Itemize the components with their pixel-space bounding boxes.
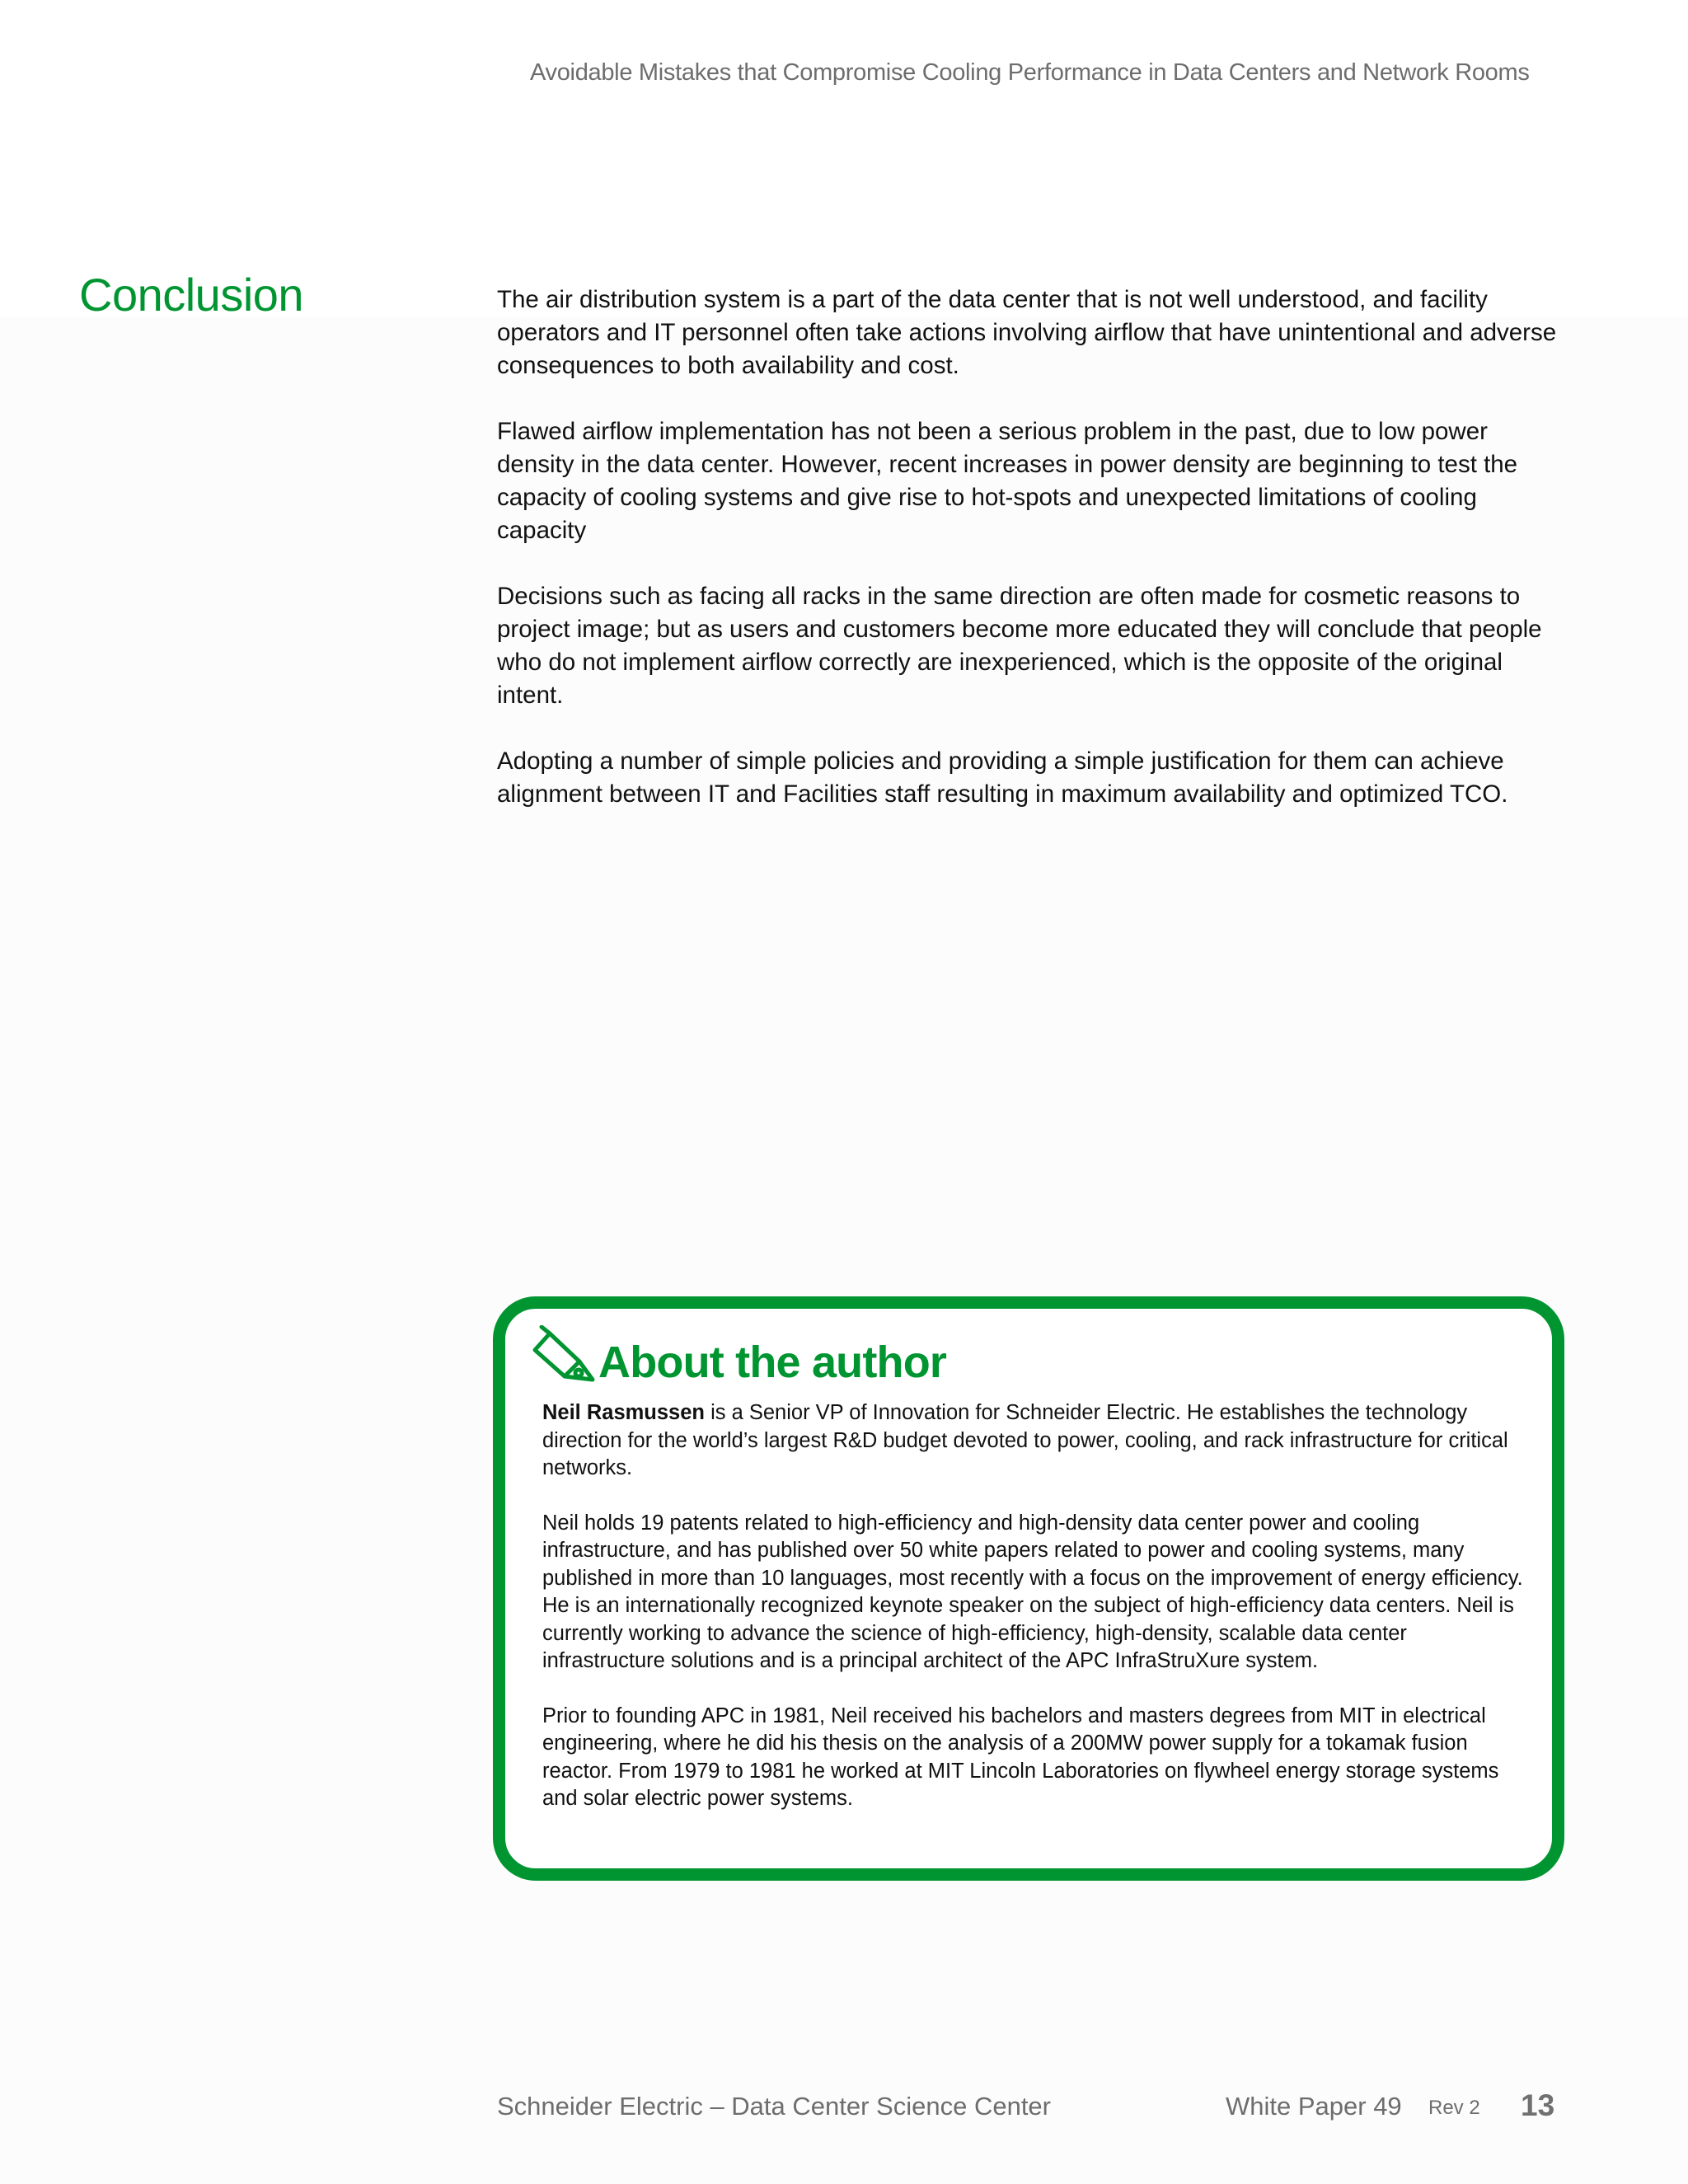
author-bio-paragraph [542,1399,1531,1483]
author-intro: is a Senior VP of Innovation for Schneider Electric. He establishes the technology direction for the world’s largest R&D budget devoted to power, cooling, and rack infrastructure for critical networks. [542,1401,1508,1479]
conclusion-paragraph: Decisions such as facing all racks in the same direction are often made for cosmetic reasons to project image; but as users and customers become more educated they will conclude that people who do not implement airflow correctly are inexperienced, which is the opposite of the original intent. [497,583,1542,709]
footer-page-number: 13 [1521,2088,1555,2122]
pen-nib-icon [532,1325,599,1383]
about-author-box [493,1296,1564,1881]
author-name: Neil Rasmussen [542,1401,706,1424]
footer-revision: Rev 2 [1428,2097,1480,2119]
running-header: Avoidable Mistakes that Compromise Cooling Performance in Data Centers and Network Rooms [530,59,1530,86]
author-bio [542,1399,1531,1840]
conclusion-paragraph: Flawed airflow implementation has not been a serious problem in the past, due to low power density in the data center. However, recent increases in power density are beginning to test the capacity of cooling systems and give rise to hot-spots and unexpected limitations of cooling capacity [497,418,1518,544]
conclusion-paragraph: The air distribution system is a part of the data center that is not well understood, and facility operators and IT personnel often take actions involving airflow that have unintentional and adverse consequences to both availability and cost. [497,286,1557,379]
conclusion-body [497,284,1568,844]
conclusion-paragraph: Adopting a number of simple policies and providing a simple justification for them can achieve alignment between IT and Facilities staff resulting in maximum availability and optimized TCO. [497,748,1508,808]
about-author-title: About the author [598,1338,947,1387]
footer-publisher: Schneider Electric – Data Center Science Center [497,2092,1051,2121]
author-bio-paragraph: Prior to founding APC in 1981, Neil received his bachelors and masters degrees from MIT in electrical engineering, where he did his thesis on the analysis of a 200MW power supply for a tokamak fusion reactor. From 1979 to 1981 he worked at MIT Lincoln Laboratories on flywheel energy storage systems and solar electric power systems. [542,1704,1499,1810]
section-title: Conclusion [79,269,304,321]
footer-document-title: White Paper 49 [1226,2092,1402,2121]
author-bio-paragraph: Neil holds 19 patents related to high-efficiency and high-density data center power and cooling infrastructure, and has published over 50 white papers related to power and cooling systems, many published in more than 10 languages, most recently with a focus on the improvement of energy efficiency. He is an internationally recognized keynote speaker on the subject of high-efficiency data centers. Neil is currently working to advance the science of high-efficiency, high-density, scalable data center infrastructure solutions and is a principal architect of the APC InfraStruXure system. [542,1511,1523,1672]
page-footer [0,2088,1688,2125]
